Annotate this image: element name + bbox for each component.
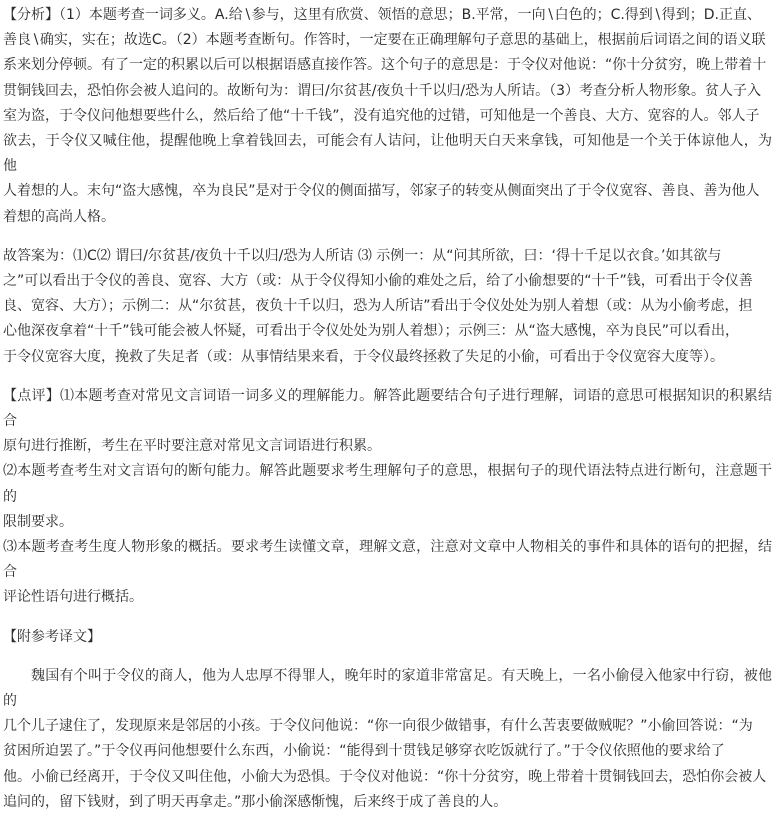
comment-line: 【点评】⑴本题考查对常见文言词语一词多义的理解能力。解答此题要结合句子进行理解，词语的意思可根据知识的积累结合 [3,387,772,430]
answer-line: 故答案为：⑴C⑵ 谓曰/尔贫甚/夜负十千以归/恐为人所诘 ⑶ 示例一：从“问其所欲，曰：‘得十千足以衣食。’如其欲与 [3,247,722,264]
analysis-line: 欲去，于令仪又喊住他，提醒他晚上拿着钱回去，可能会有人诘问，让他明天白天来拿钱，可知他是一个关于体谅他人，为他 [3,133,772,175]
comment-line: 评论性语句进行概括。 [3,589,143,606]
reference-line: 魏国有个叫于令仪的商人，他为人忠厚不得罪人，晚年时的家道非常富足。有天晚上，一名小偷侵入他家中行窃，被他的 [3,667,772,710]
answer-line: 之”可以看出于令仪的善良、宽容、大方（或：从于令仪得知小偷的难处之后，给了小偷想要的“十千”钱，可看出于令仪善 [3,273,753,290]
reference-line: 贫困所迫罢了。”于令仪再问他想要什么东西，小偷说：“能得到十贯钱足够穿衣吃饭就行了。”于令仪依照他的要求给了 [3,743,725,760]
analysis-line: 善良∖确实，实在；故选C。（2）本题考查断句。作答时，一定要在正确理解句子意思的基础上，根据前后词语之间的语义联 [3,32,766,49]
comment-section [3,384,772,611]
answer-line: 良、宽容、大方）；示例二：从“尔贫甚，夜负十千以归，恐为人所诘”看出于令仪处处为别人着想（或：从为小偷考虑，担 [3,298,753,315]
answer-line: 于令仪宽容大度，挽救了失足者（或：从事情结果来看，于令仪最终拯救了失足的小偷，可看出于令仪宽容大度等）。 [3,348,724,365]
analysis-line: 贯铜钱回去，恐怕你会被人追问的。故断句为：谓曰/尔贫甚/夜负十千以归/恐为人所诘。（3）考查分析人物形象。贫人子入 [3,82,762,99]
comment-line: 原句进行推断，考生在平时要注意对常见文言词语进行积累。 [3,438,381,455]
answer-line: 心他深夜拿着“十千”钱可能会被人怀疑，可看出于令仪处处为别人着想）；示例三：从“盗大感愧，卒为良民”可以看出， [3,323,740,340]
reference-section [3,664,772,815]
reference-line: 追问的，留下钱财，到了明天再拿走。”那小偷深感惭愧，后来终于成了善良的人。 [3,793,508,810]
analysis-line: 着想的高尚人格。 [3,208,115,225]
analysis-section [3,3,772,230]
analysis-line: 室为盗，于令仪问他想要些什么，然后给了他“十千钱”，没有追究他的过错，可知他是一个善良、大方、宽容的人。邻人子 [3,107,760,124]
comment-line: ⑵本题考查考生对文言语句的断句能力。解答此题要求考生理解句子的意思，根据句子的现代语法特点进行断句，注意题干的 [3,463,772,505]
reference-title: 【附参考译文】 [3,628,101,645]
comment-line: 限制要求。 [3,513,73,530]
reference-line: 几个儿子逮住了，发现原来是邻居的小孩。于令仪问他说：“你一向很少做错事，有什么苦衷要做贼呢？”小偷回答说：“为 [3,718,753,735]
comment-line: ⑶本题考查考生度人物形象的概括。要求考生读懂文章，理解文意，注意对文章中人物相关的事件和具体的语句的把握，结合 [3,539,772,581]
analysis-line: 系来划分停顿。有了一定的积累以后可以根据语感直接作答。这个句子的意思是：于令仪对他说：“你十分贫穷，晚上带着十 [3,57,767,74]
answer-section [3,244,772,370]
analysis-line: 人着想的人。末句“盗大感愧，卒为良民”是对于令仪的侧面描写，邻家子的转变从侧面突出了于令仪宽容、善良、善为他人 [3,183,760,200]
analysis-line: 【分析】（1）本题考查一词多义。A.给∖参与，这里有欣赏、领悟的意思；B.平常，一向∖白色的；C.得到∖得到；D.正直、 [3,7,761,23]
reference-line: 他。小偷已经离开，于令仪又叫住他，小偷大为恐惧。于令仪对他说：“你十分贫穷，晚上带着十贯铜钱回去，恐怕你会被人 [3,768,767,785]
